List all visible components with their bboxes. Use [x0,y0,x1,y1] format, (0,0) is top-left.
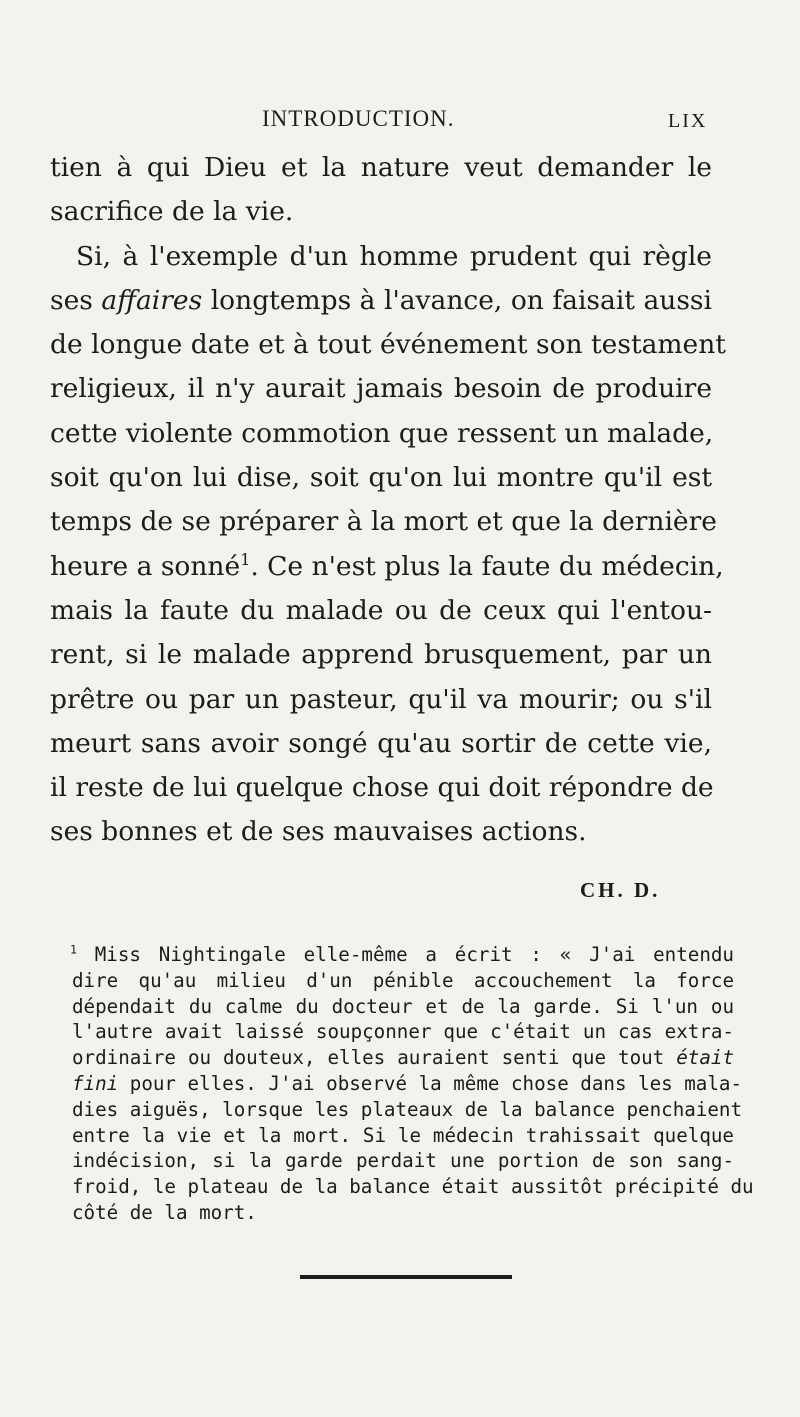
text-line [50,545,724,589]
footnote-line: indécision, si la garde perdait une portion de son sang- [72,1149,734,1173]
text-line: cette violente commotion que ressent un malade, [50,417,714,449]
text-fragment: longtemps à l'avance, on faisait aussi [202,284,712,316]
text-line: il reste de lui quelque chose qui doit répondre de [50,772,714,804]
footnote-line [70,942,734,968]
text-line: temps de se préparer à la mort et que la dernière [50,506,717,538]
footnote-line: dire qu'au milieu d'un pénible accouchement la force [72,968,734,992]
text-line: prêtre ou par un pasteur, qu'il va mourir; ou s'il [50,683,712,715]
footnote-line [72,1071,743,1097]
text-fragment: pour elles. J'ai observé la même chose dans les mala- [118,1071,743,1095]
text-line: meurt sans avoir songé qu'au sortir de cette vie, [50,727,712,759]
text-fragment: ordinaire ou douteux, elles auraient senti que tout [72,1046,677,1070]
footnote-marker: 1 [70,942,77,957]
italic-word: était [676,1046,734,1070]
text-line: religieux, il n'y aurait jamais besoin de produire [50,373,712,405]
footnote-reference: 1 [240,549,251,569]
text-fragment: Miss Nightingale elle-même a écrit : « J'ai entendu [94,943,734,966]
text-line [50,279,712,323]
text-line: mais la faute du malade ou de ceux qui l'entou- [50,594,712,626]
footnote-line: l'autre avait laissé soupçonner que c'était un cas extra- [72,1020,734,1044]
footnote [70,942,754,1226]
text-fragment: heure a sonné [50,550,241,582]
italic-word: affaires [101,284,203,316]
text-line: Si, à l'exemple d'un homme prudent qui règle [76,240,712,272]
footnote-line: froid, le plateau de la balance était aussitôt précipité du [72,1175,754,1199]
text-line: soit qu'on lui dise, soit qu'on lui montre qu'il est [50,462,712,494]
footnote-line: côté de la mort. [72,1200,257,1224]
text-line: de longue date et à tout événement son testament [50,329,726,361]
section-rule [300,1275,512,1279]
footnote-line: dies aiguës, lorsque les plateaux de la balance penchaient [72,1097,743,1121]
footnote-line: entre la vie et la mort. Si le médecin trahissait quelque [72,1123,734,1147]
text-fragment: . Ce n'est plus la faute du médecin, [250,550,724,582]
text-fragment: ses [50,284,102,316]
text-line: ses bonnes et de ses mauvaises actions. [50,816,587,848]
text-line: rent, si le malade apprend brusquement, par un [50,639,712,671]
italic-word: fini [72,1071,119,1095]
signature: CH. D. [580,878,661,902]
main-text [50,146,726,855]
text-line: sacrifice de la vie. [50,196,294,228]
running-title: INTRODUCTION. [262,106,455,131]
page-number: LIX [668,110,708,132]
text-line: tien à qui Dieu et la nature veut demander le [50,152,712,183]
footnote-line: dépendait du calme du docteur et de la garde. Si l'un ou [72,994,734,1018]
footnote-line [72,1045,734,1071]
